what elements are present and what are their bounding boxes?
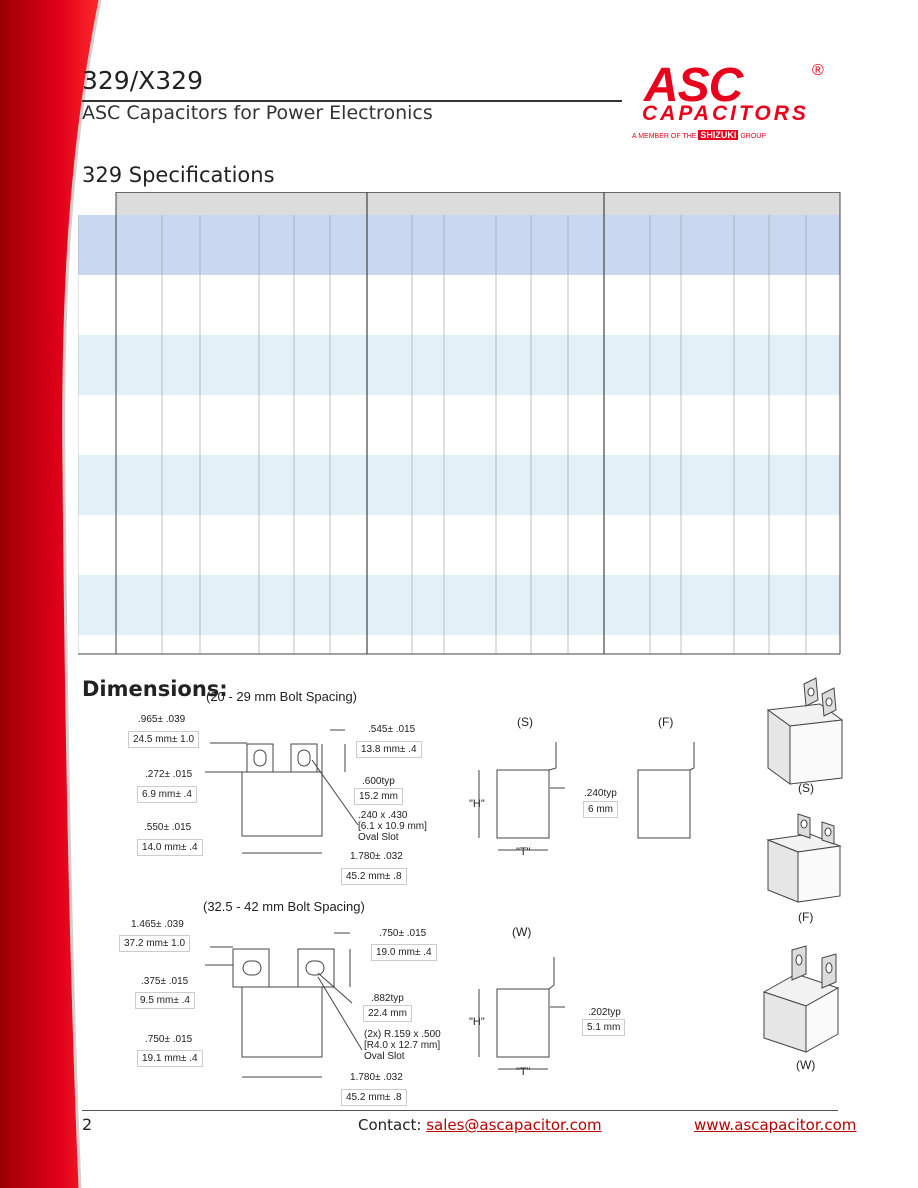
- large-d1-in: 1.465± .039: [131, 919, 184, 930]
- side-w-h: "H": [469, 1016, 485, 1028]
- document-title: 329/X329: [82, 66, 203, 95]
- side-s-typ-in: .240typ: [584, 788, 617, 799]
- small-d4-mm: 15.2 mm: [354, 788, 403, 805]
- large-d3-in: .375± .015: [141, 976, 189, 987]
- side-w-typ-in: .202typ: [588, 1007, 621, 1018]
- large-d5-mm: 19.1 mm± .4: [137, 1050, 203, 1067]
- large-d2-mm: 19.0 mm± .4: [371, 944, 437, 961]
- specifications-table: [78, 192, 842, 656]
- asc-logo: [632, 58, 832, 148]
- small-d1-in: .965± .039: [138, 714, 186, 725]
- small-slot-3: Oval Slot: [358, 832, 399, 843]
- large-d6-mm: 45.2 mm± .8: [341, 1089, 407, 1106]
- small-d6-mm: 45.2 mm± .8: [341, 868, 407, 885]
- small-slot-2: [6.1 x 10.9 mm]: [358, 821, 427, 832]
- iso-capacitor-f: [760, 810, 850, 910]
- logo-tagline: A MEMBER OF THE SHIZUKI GROUP: [632, 130, 767, 140]
- iso-capacitor-s: [760, 672, 850, 790]
- side-w-label: (W): [512, 925, 532, 939]
- website-link[interactable]: www.ascapacitor.com: [694, 1116, 857, 1134]
- side-w-t: "T": [516, 1066, 531, 1078]
- footer-rule: [82, 1110, 838, 1111]
- large-d6-in: 1.780± .032: [350, 1072, 403, 1083]
- iso-w-label: (W): [796, 1058, 816, 1072]
- page-number: 2: [82, 1115, 93, 1134]
- side-f-label: (F): [658, 715, 674, 729]
- iso-f-label: (F): [798, 910, 814, 924]
- large-d5-in: .750± .015: [145, 1034, 193, 1045]
- small-d1-mm: 24.5 mm± 1.0: [128, 731, 199, 748]
- small-d5-in: .550± .015: [144, 822, 192, 833]
- contact-label: Contact:: [358, 1116, 422, 1134]
- side-view-s: [470, 740, 580, 855]
- specifications-heading: 329 Specifications: [82, 163, 275, 187]
- contact-line: [358, 1116, 602, 1134]
- large-slot-1: (2x) R.159 x .500: [364, 1029, 441, 1040]
- side-s-label: (S): [517, 715, 533, 729]
- logo-brand: ASC: [644, 59, 743, 112]
- small-d3-mm: 6.9 mm± .4: [137, 786, 197, 803]
- large-slot-3: Oval Slot: [364, 1051, 405, 1062]
- side-s-t: "T": [516, 846, 531, 858]
- small-d4-in: .600typ: [362, 776, 395, 787]
- large-d1-mm: 37.2 mm± 1.0: [119, 935, 190, 952]
- logo-word: CAPACITORS: [642, 102, 809, 125]
- side-s-h: "H": [469, 798, 485, 810]
- iso-s-label: (S): [798, 781, 814, 795]
- large-d4-mm: 22.4 mm: [363, 1005, 412, 1022]
- large-bolt-drawing: [200, 925, 365, 1085]
- side-view-f: [630, 740, 700, 845]
- large-d4-in: .882typ: [371, 993, 404, 1004]
- large-bolt-caption: (32.5 - 42 mm Bolt Spacing): [203, 899, 365, 914]
- iso-capacitor-w: [760, 940, 850, 1060]
- small-slot-1: .240 x .430: [358, 810, 408, 821]
- small-d2-mm: 13.8 mm± .4: [356, 741, 422, 758]
- contact-email-link[interactable]: sales@ascapacitor.com: [426, 1116, 602, 1134]
- small-d2-in: .545± .015: [368, 724, 416, 735]
- small-d6-in: 1.780± .032: [350, 851, 403, 862]
- small-d5-mm: 14.0 mm± .4: [137, 839, 203, 856]
- small-d3-in: .272± .015: [145, 769, 193, 780]
- side-s-typ-mm: 6 mm: [583, 801, 618, 818]
- large-d2-in: .750± .015: [379, 928, 427, 939]
- small-bolt-caption: (20 - 29 mm Bolt Spacing): [206, 689, 358, 704]
- logo-registered: ®: [812, 62, 824, 79]
- side-w-typ-mm: 5.1 mm: [582, 1019, 625, 1036]
- document-subtitle: ASC Capacitors for Power Electronics: [82, 102, 433, 124]
- dimensions-heading: Dimensions:: [82, 677, 228, 701]
- large-slot-2: [R4.0 x 12.7 mm]: [364, 1040, 441, 1051]
- side-view-w: [470, 955, 580, 1075]
- small-bolt-drawing: [200, 720, 370, 865]
- large-d3-mm: 9.5 mm± .4: [135, 992, 195, 1009]
